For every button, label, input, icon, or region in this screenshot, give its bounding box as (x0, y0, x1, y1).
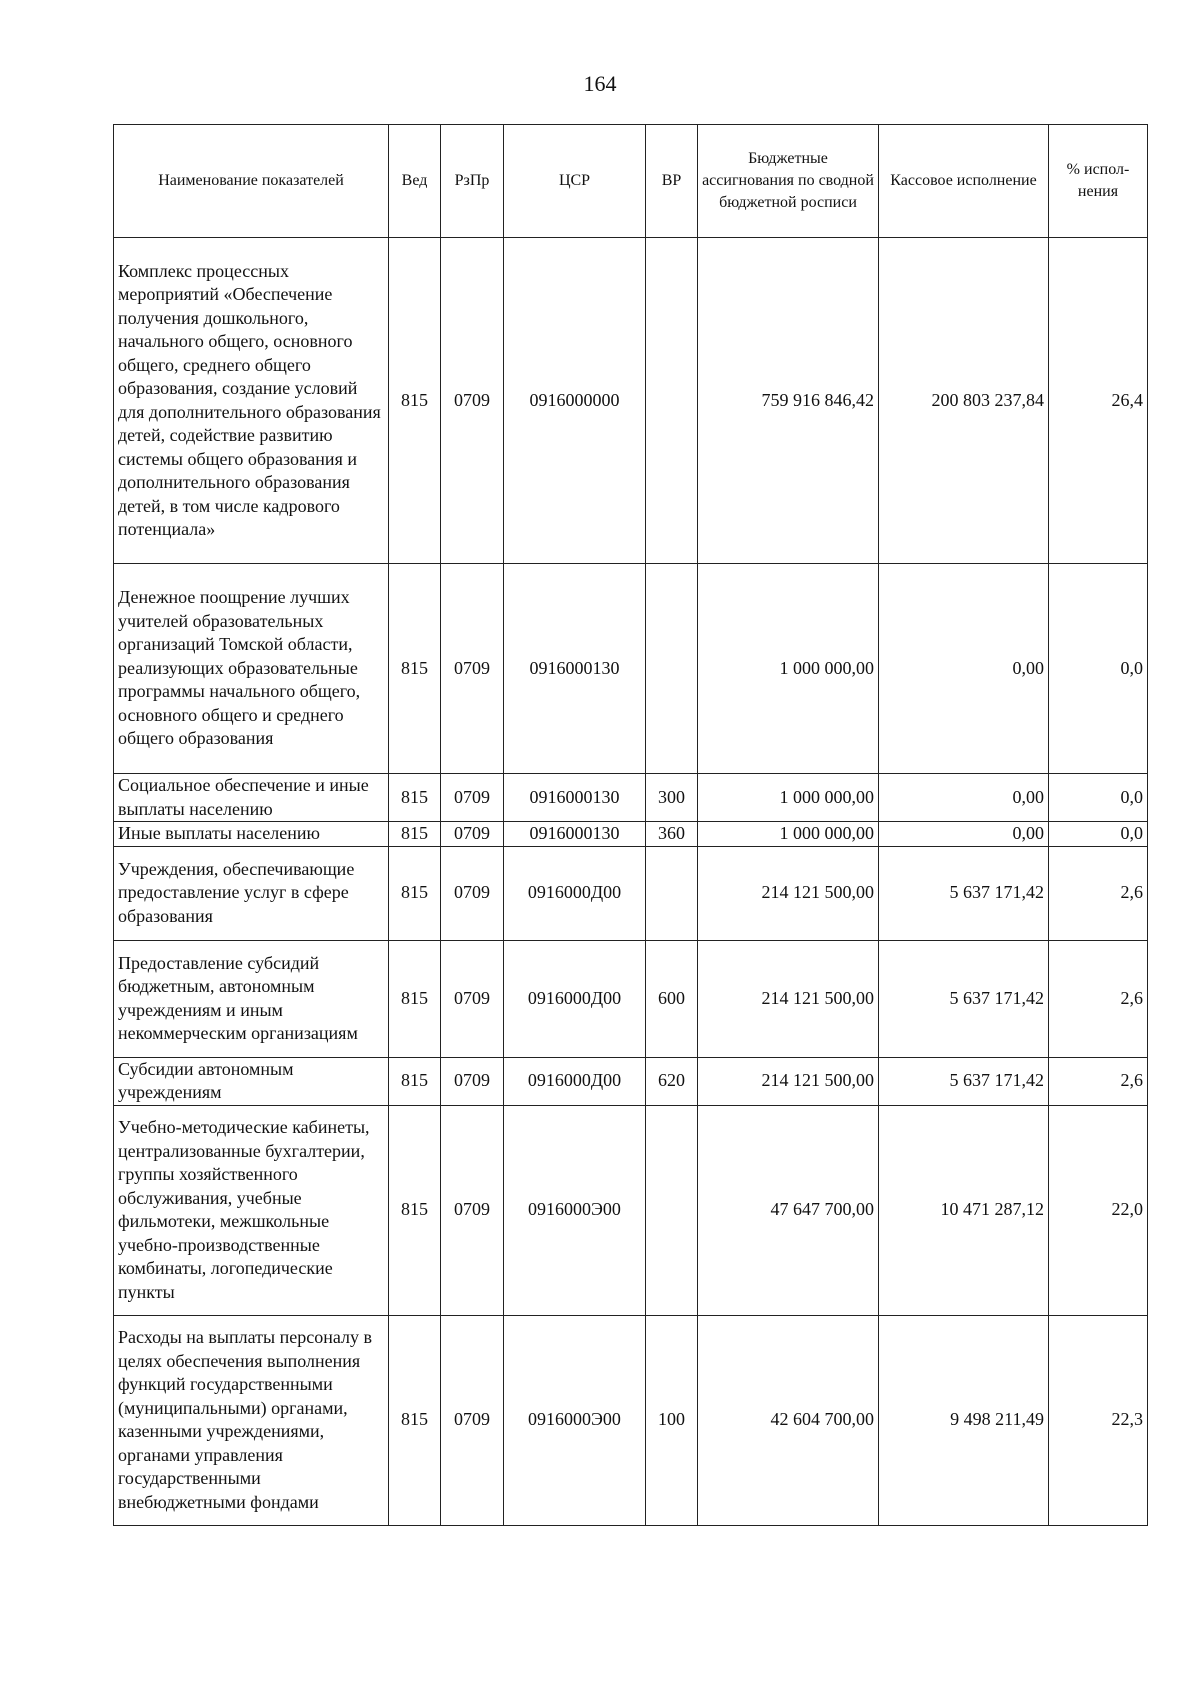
cell-name: Предоставление субсидий бюджетным, автономным учреждениям и иным некоммерческим организациям (114, 940, 389, 1057)
cell-percent: 26,4 (1049, 238, 1148, 564)
table-row (114, 564, 1148, 774)
table-row (114, 774, 1148, 822)
cell-name: Комплекс процессных мероприятий «Обеспечение получения дошкольного, начального общего, основного общего, среднего общего образования, создание условий для дополнительного образования детей, содействие развитию системы общего образования и дополнительного образования детей, в том числе кадрового потенциала» (114, 238, 389, 564)
table-row (114, 1105, 1148, 1315)
cell-name: Денежное поощрение лучших учителей образовательных организаций Томской области, реализующих образовательные программы начального общего, основного общего и среднего общего образования (114, 564, 389, 774)
cell-percent: 2,6 (1049, 846, 1148, 940)
cell-ved: 815 (389, 846, 441, 940)
cell-csr: 0916000Д00 (504, 1057, 646, 1105)
cell-rzpr: 0709 (441, 940, 504, 1057)
cell-percent: 2,6 (1049, 940, 1148, 1057)
budget-execution-table (113, 124, 1148, 1526)
cell-budget: 759 916 846,42 (698, 238, 879, 564)
table-row (114, 940, 1148, 1057)
header-rzpr: РзПр (441, 125, 504, 238)
cell-ved: 815 (389, 1105, 441, 1315)
cell-budget: 214 121 500,00 (698, 1057, 879, 1105)
cell-cash: 9 498 211,49 (879, 1315, 1049, 1525)
page-number: 164 (583, 71, 617, 96)
cell-budget: 1 000 000,00 (698, 822, 879, 847)
cell-rzpr: 0709 (441, 238, 504, 564)
cell-vr (646, 1105, 698, 1315)
cell-percent: 22,0 (1049, 1105, 1148, 1315)
cell-cash: 0,00 (879, 564, 1049, 774)
cell-vr: 300 (646, 774, 698, 822)
cell-vr (646, 564, 698, 774)
cell-ved: 815 (389, 238, 441, 564)
cell-percent: 2,6 (1049, 1057, 1148, 1105)
header-vr: ВР (646, 125, 698, 238)
cell-cash: 10 471 287,12 (879, 1105, 1049, 1315)
header-ved: Вед (389, 125, 441, 238)
table-row (114, 822, 1148, 847)
cell-vr: 360 (646, 822, 698, 847)
cell-name: Субсидии автономным учреждениям (114, 1057, 389, 1105)
cell-rzpr: 0709 (441, 1315, 504, 1525)
cell-cash: 5 637 171,42 (879, 940, 1049, 1057)
cell-budget: 42 604 700,00 (698, 1315, 879, 1525)
cell-name: Учебно-методические кабинеты, централизованные бухгалтерии, группы хозяйственного обслуживания, учебные фильмотеки, межшкольные учебно-производственные комбинаты, логопедические пункты (114, 1105, 389, 1315)
cell-rzpr: 0709 (441, 1057, 504, 1105)
table-header-row (114, 125, 1148, 238)
cell-percent: 0,0 (1049, 564, 1148, 774)
header-name: Наименование показателей (114, 125, 389, 238)
cell-cash: 200 803 237,84 (879, 238, 1049, 564)
cell-rzpr: 0709 (441, 822, 504, 847)
cell-name: Иные выплаты населению (114, 822, 389, 847)
cell-rzpr: 0709 (441, 774, 504, 822)
cell-cash: 0,00 (879, 774, 1049, 822)
cell-ved: 815 (389, 564, 441, 774)
cell-vr (646, 846, 698, 940)
cell-ved: 815 (389, 1315, 441, 1525)
cell-name: Учреждения, обеспечивающие предоставление услуг в сфере образования (114, 846, 389, 940)
cell-percent: 0,0 (1049, 822, 1148, 847)
cell-budget: 214 121 500,00 (698, 846, 879, 940)
cell-cash: 0,00 (879, 822, 1049, 847)
cell-cash: 5 637 171,42 (879, 846, 1049, 940)
cell-budget: 47 647 700,00 (698, 1105, 879, 1315)
cell-vr: 620 (646, 1057, 698, 1105)
cell-csr: 0916000Д00 (504, 940, 646, 1057)
header-percent: % испол-нения (1049, 125, 1148, 238)
cell-ved: 815 (389, 774, 441, 822)
cell-ved: 815 (389, 940, 441, 1057)
table-row (114, 846, 1148, 940)
cell-vr: 100 (646, 1315, 698, 1525)
cell-cash: 5 637 171,42 (879, 1057, 1049, 1105)
cell-name: Социальное обеспечение и иные выплаты населению (114, 774, 389, 822)
table-row (114, 1057, 1148, 1105)
table-row (114, 238, 1148, 564)
cell-csr: 0916000Д00 (504, 846, 646, 940)
cell-percent: 22,3 (1049, 1315, 1148, 1525)
header-cash: Кассовое исполнение (879, 125, 1049, 238)
cell-csr: 0916000Э00 (504, 1315, 646, 1525)
cell-csr: 0916000130 (504, 822, 646, 847)
cell-csr: 0916000Э00 (504, 1105, 646, 1315)
cell-rzpr: 0709 (441, 1105, 504, 1315)
cell-budget: 1 000 000,00 (698, 564, 879, 774)
cell-rzpr: 0709 (441, 846, 504, 940)
cell-ved: 815 (389, 822, 441, 847)
cell-vr: 600 (646, 940, 698, 1057)
cell-budget: 214 121 500,00 (698, 940, 879, 1057)
cell-ved: 815 (389, 1057, 441, 1105)
cell-csr: 0916000000 (504, 238, 646, 564)
cell-rzpr: 0709 (441, 564, 504, 774)
cell-csr: 0916000130 (504, 564, 646, 774)
header-csr: ЦСР (504, 125, 646, 238)
cell-vr (646, 238, 698, 564)
cell-budget: 1 000 000,00 (698, 774, 879, 822)
table-row (114, 1315, 1148, 1525)
header-budget: Бюджетные ассигнования по сводной бюджетной росписи (698, 125, 879, 238)
cell-name: Расходы на выплаты персоналу в целях обеспечения выполнения функций государственными (муниципальными) органами, казенными учреждениями, органами управления государственными внебюджетными фондами (114, 1315, 389, 1525)
cell-percent: 0,0 (1049, 774, 1148, 822)
cell-csr: 0916000130 (504, 774, 646, 822)
